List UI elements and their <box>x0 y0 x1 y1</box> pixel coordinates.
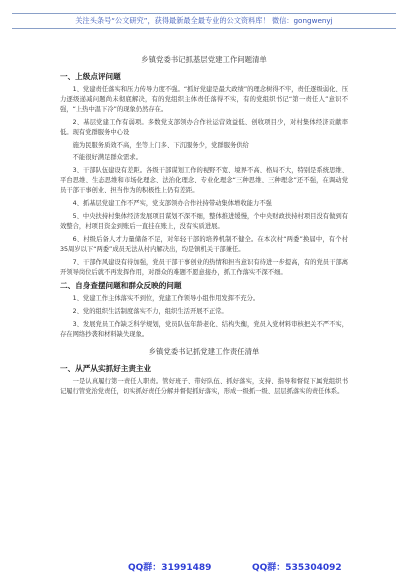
doc1-section-1-heading: 一、上级点评问题 <box>60 72 121 81</box>
paragraph: 一是认真履行第一责任人职责。管好班子、带好队伍、抓好落实，支持、指导和督促下属党组织书记履行管党治党责任，切实抓好责任分解并督促抓好落实，形成一级抓一级、层层抓落实的责任体系。 <box>60 378 348 395</box>
qq-group-1: QQ群：31991489 <box>128 563 212 573</box>
promo-banner: 关注头条号“公文研究”，获得最新最全最专业的公文资料库！ 微信：gongwenyj <box>12 13 396 29</box>
document-page <box>60 48 348 400</box>
paragraph: 1、党建责任落实和压力传导力度不强。“抓好党建是最大政绩”的理念树得不牢，责任逐级弱化、压力逐级递减问题尚未彻底解决，有的党组织主体责任落得不实，有的党组织书记“第一责任人”意识不强，“上热中温下冷”的现象仍然存在。 <box>60 86 348 113</box>
doc1-section-2-heading: 二、自身查摆问题和群众反映的问题 <box>60 281 182 291</box>
paragraph: 3、干部队伍建设有差距。各级干部谋划工作的视野不宽、境界不高、格局不大，特别是系统思维、平台思维、生态思维和市场化理念、法治化理念、专业化理念“三种思维、三种理念”还不强，在调动党员干部干事创业、担当作为的积极性上仍有差距。 <box>60 167 348 195</box>
paragraph: 7、干部作风建设有待加强，党员干部干事创业的热情和担当意识有待进一步提高，有的党员干部离开领导岗位后就不再发挥作用，对群众的难题不愿意接办，抓工作落实不深不细。 <box>60 258 348 276</box>
paragraph: 不能很好满足群众需求。 <box>72 154 142 162</box>
paragraph: 1、党建工作主体落实不到位，党建工作领导小组作用发挥不充分。 <box>72 295 260 303</box>
paragraph: 2、基层党建工作有弱项。多数党支部领办合作社运营效益低、创收项目少，对村集体经济贡献率低。现有党群服务中心设 <box>60 118 348 136</box>
paragraph: 2、党的组织生活制度落实不力，组织生活开展不正常。 <box>72 308 228 316</box>
doc2-section-1-heading: 一、从严从实抓好主责主业 <box>60 364 152 374</box>
paragraph: 3、发展党员工作缺乏科学规划，党员队伍年龄老化、结构失衡，党员入党材料审核把关不严不实，存在网络抄袭和材料缺失现象。 <box>60 321 348 339</box>
paragraph: 施为民服务质效不高，坐等上门多、下沉服务少，党群服务供给 <box>72 141 249 149</box>
footer-contact <box>0 560 408 576</box>
paragraph: 4、抓基层党建工作不严实，党支部领办合作社持带动集体增收能力不强 <box>72 200 272 208</box>
doc2-title: 乡镇党委书记抓党建工作责任清单 <box>148 347 260 357</box>
qq-group-2: QQ群：535304092 <box>252 563 342 573</box>
paragraph: 5、中央扶持村集体经济发展项目谋划不深不细，整体推进缓慢，个中央财政扶持村项目没有做到有效整合，村项目资金到账后一直挂在账上，没有实质进展。 <box>60 212 348 230</box>
paragraph: 6、村级后备人才力量储备不足，对年轻干部的培养机制不健全。在本次村“两委”换届中，有个村35周岁以下“两委”成员无法从村内解决出，均是镇机关干部兼任。 <box>60 235 348 253</box>
doc1-title: 乡镇党委书记抓基层党建工作问题清单 <box>141 55 267 64</box>
